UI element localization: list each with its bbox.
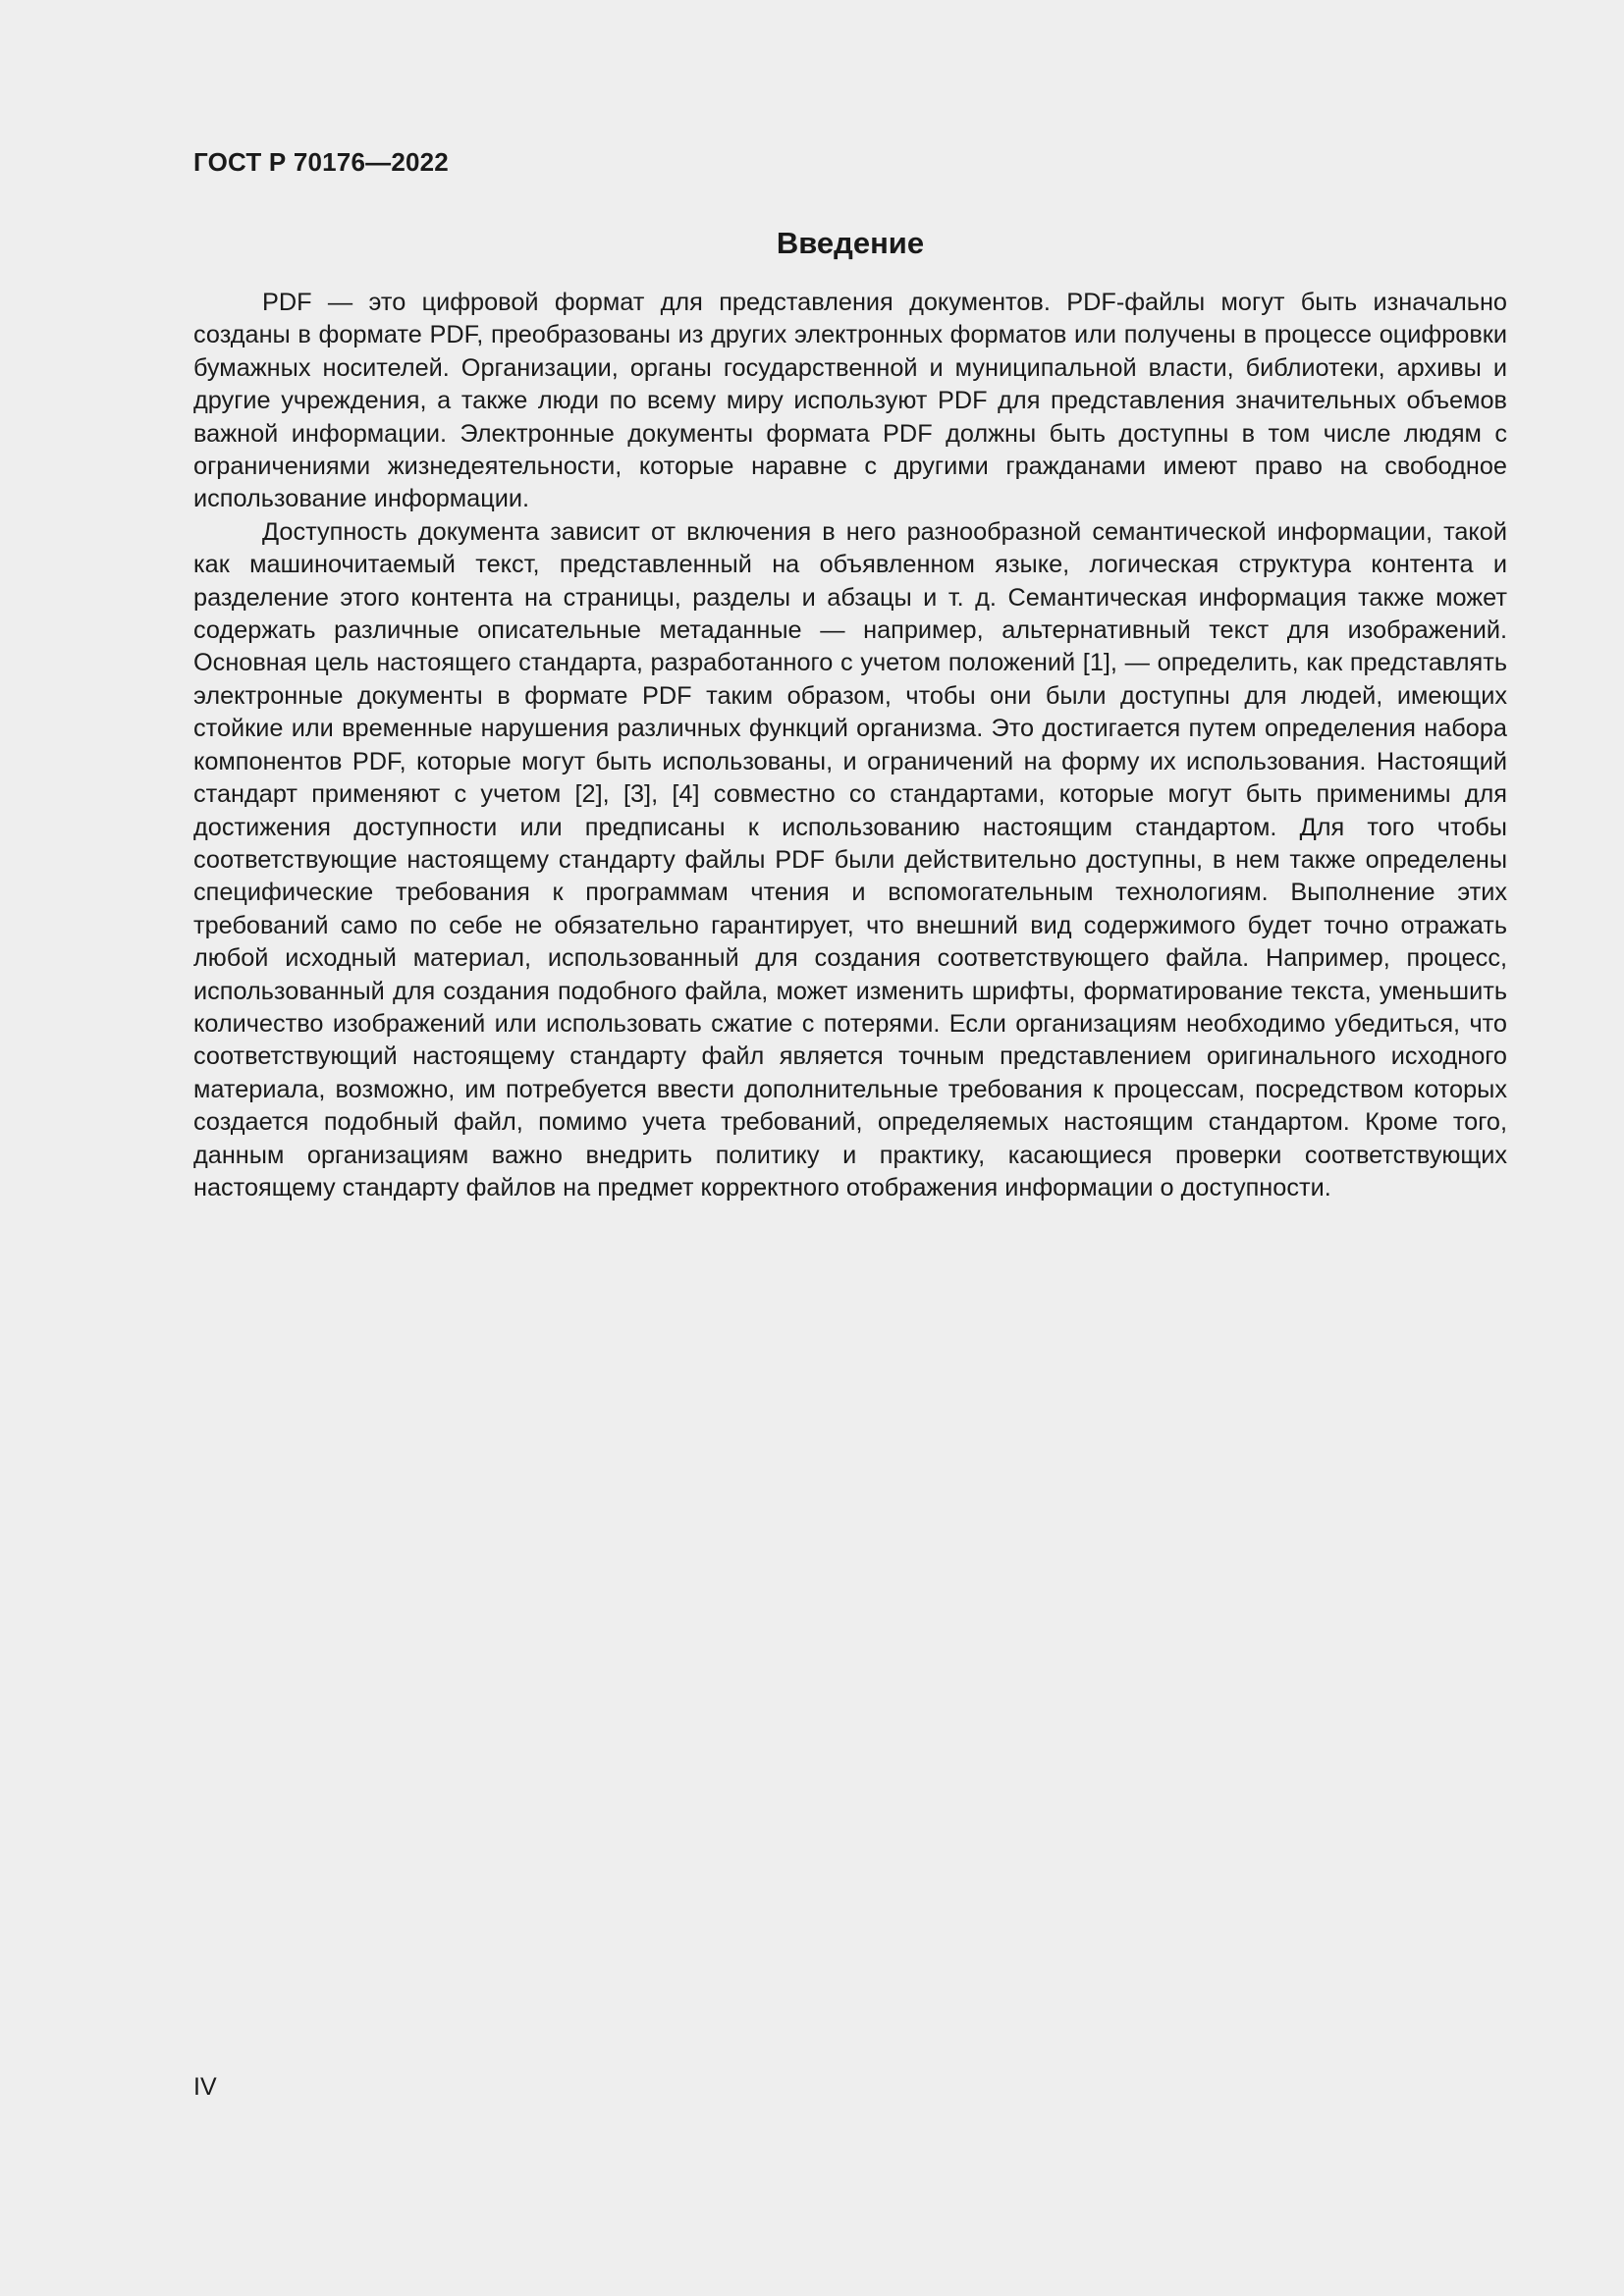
paragraph-2: Доступность документа зависит от включения в него разнообразной семантической информации, такой как машиночитаемый текст, представленный на объявленном языке, логическая структура контента и разделение этого контента на страницы, разделы и абзацы и т. д. Семантическая информация также может содержать различные описательные метаданные — например, альтернативный текст для изображений. Основная цель настоящего стандарта, разработанного с учетом положений [1], — определить, как представлять электронные документы в формате PDF таким образом, чтобы они были доступны для людей, имеющих стойкие или временные нарушения различных функций организма. Это достигается путем определения набора компонентов PDF, которые могут быть использованы, и ограничений на форму их использования. Настоящий стандарт применяют с учетом [2], [3], [4] совместно со стандартами, которые могут быть применимы для достижения доступности или предписаны к использованию настоящим стандартом. Для того чтобы соответствующие настоящему стандарту файлы PDF были действительно доступны, в нем также определены специфические требования к программам чтения и вспомогательным технологиям. Выполнение этих требований само по себе не обязательно гарантирует, что внешний вид содержимого будет точно отражать любой исходный материал, использованный для создания соответствующего файла. Например, процесс, использованный для создания подобного файла, может изменить шрифты, форматирование текста, уменьшить количество изображений или использовать сжатие с потерями. Если организациям необходимо убедиться, что соответствующий настоящему стандарту файл является точным представлением оригинального исходного материала, возможно, им потребуется ввести дополнительные требования к процессам, посредством которых создается подобный файл, помимо учета требований, определяемых настоящим стандартом. Кроме того, данным организациям важно внедрить политику и практику, касающиеся проверки соответствующих настоящему стандарту файлов на предмет корректного отображения информации о доступности. (193, 517, 1507, 1201)
paragraph-1: PDF — это цифровой формат для представления документов. PDF-файлы могут быть изначально созданы в формате PDF, преобразованы из других электронных форматов или получены в процессе оцифровки бумажных носителей. Организации, органы государственной и муниципальной власти, библиотеки, архивы и другие учреждения, а также люди по всему миру используют PDF для представления значительных объемов важной информации. Электронные документы формата PDF должны быть доступны в том числе людям с ограничениями жизнедеятельности, которые наравне с другими гражданами имеют право на свободное использование информации. (193, 289, 1507, 513)
section-title: Введение (776, 226, 925, 260)
document-header-code: ГОСТ Р 70176—2022 (193, 147, 449, 177)
page-number: IV (193, 2073, 217, 2101)
body-text (193, 287, 1507, 1204)
